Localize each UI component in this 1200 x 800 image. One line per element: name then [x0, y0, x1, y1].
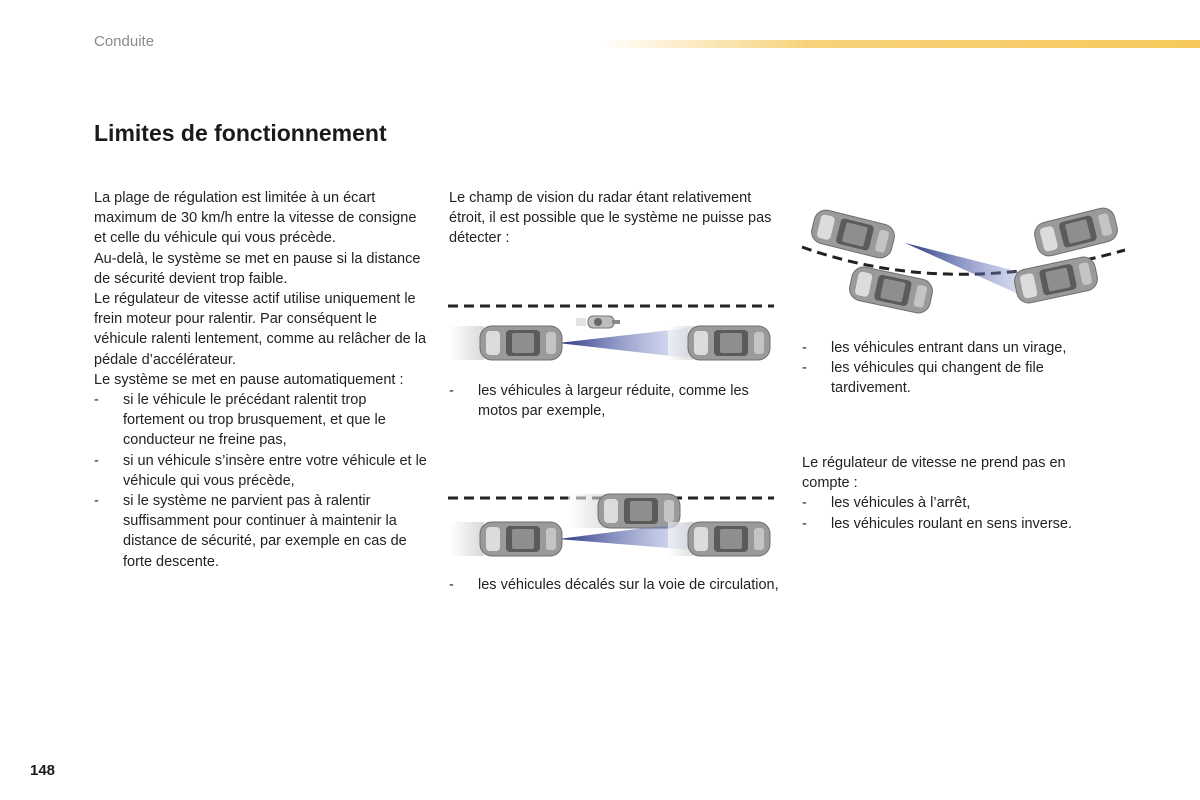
illustration-bend: [800, 205, 1130, 330]
list-item: - les véhicules qui changent de file tardivement.: [802, 360, 1044, 397]
pause-conditions-list: [94, 390, 429, 572]
list-item: - les véhicules décalés sur la voie de circulation,: [449, 575, 779, 595]
caption-bend: [802, 338, 1112, 399]
target-car: [1012, 255, 1099, 305]
motorcycle-icon: [576, 316, 620, 328]
target-car: [688, 522, 770, 556]
page-number: 148: [30, 762, 56, 779]
paragraph: Le système se met en pause automatiquement :: [94, 371, 404, 388]
own-car: [480, 326, 562, 360]
not-considered-block: [802, 453, 1112, 534]
list-item: - les véhicules à l’arrêt,: [802, 493, 1112, 513]
bullet-dash: -: [94, 452, 99, 469]
bullet-dash: -: [449, 383, 454, 399]
list-item: - si le véhicule le précédant ralentit trop fortement ou trop brusquement, et que le conducteur ne freine pas,: [94, 392, 386, 449]
caption-motorcycle: [449, 381, 779, 421]
bullet-dash: -: [802, 340, 807, 356]
caption-offset-vehicle: [449, 575, 779, 595]
list-item: - les véhicules à largeur réduite, comme les motos par exemple,: [449, 383, 749, 420]
column-middle-intro: [449, 188, 779, 249]
page-title: Limites de fonctionnement: [94, 120, 387, 146]
list-item: - les véhicules roulant en sens inverse.: [802, 514, 1112, 534]
paragraph: Le régulateur de vitesse ne prend pas en compte :: [802, 455, 1066, 492]
list-item: - si le système ne parvient pas à ralentir suffisamment pour continuer à maintenir la distance de sécurité, par exemple en cas de forte descente.: [94, 493, 407, 570]
adjacent-car: [847, 265, 934, 315]
illustration-offset-vehicle: [448, 488, 774, 564]
bullet-dash: -: [802, 360, 807, 377]
header-accent-bar: [600, 40, 1200, 48]
section-title: Conduite: [94, 33, 155, 50]
bullet-dash: -: [94, 493, 99, 510]
bullet-dash: -: [94, 392, 99, 409]
bullet-dash: -: [802, 495, 807, 512]
illustration-motorcycle: [448, 296, 774, 368]
bullet-dash: -: [802, 515, 807, 532]
target-car: [688, 326, 770, 360]
column-left: [94, 188, 429, 572]
bullet-dash: -: [449, 577, 454, 593]
offset-car: [598, 494, 680, 528]
paragraph: Le régulateur de vitesse actif utilise uniquement le frein moteur pour ralentir. Par conséquent le véhicule ralenti lentement, comme au relâcher de la pédale d’accélérateur.: [94, 291, 427, 368]
paragraph: Au-delà, le système se met en pause si la distance de sécurité devient trop faible.: [94, 250, 421, 287]
list-item: - si un véhicule s’insère entre votre véhicule et le véhicule qui vous précède,: [94, 452, 427, 489]
oncoming-car: [1032, 206, 1120, 259]
list-item: - les véhicules entrant dans un virage,: [802, 338, 1112, 358]
own-car: [480, 522, 562, 556]
paragraph: La plage de régulation est limitée à un écart maximum de 30 km/h entre la vitesse de consigne et celle du véhicule qui vous précède.: [94, 190, 417, 247]
paragraph: Le champ de vision du radar étant relativement étroit, il est possible que le système ne puisse pas détecter :: [449, 190, 772, 247]
